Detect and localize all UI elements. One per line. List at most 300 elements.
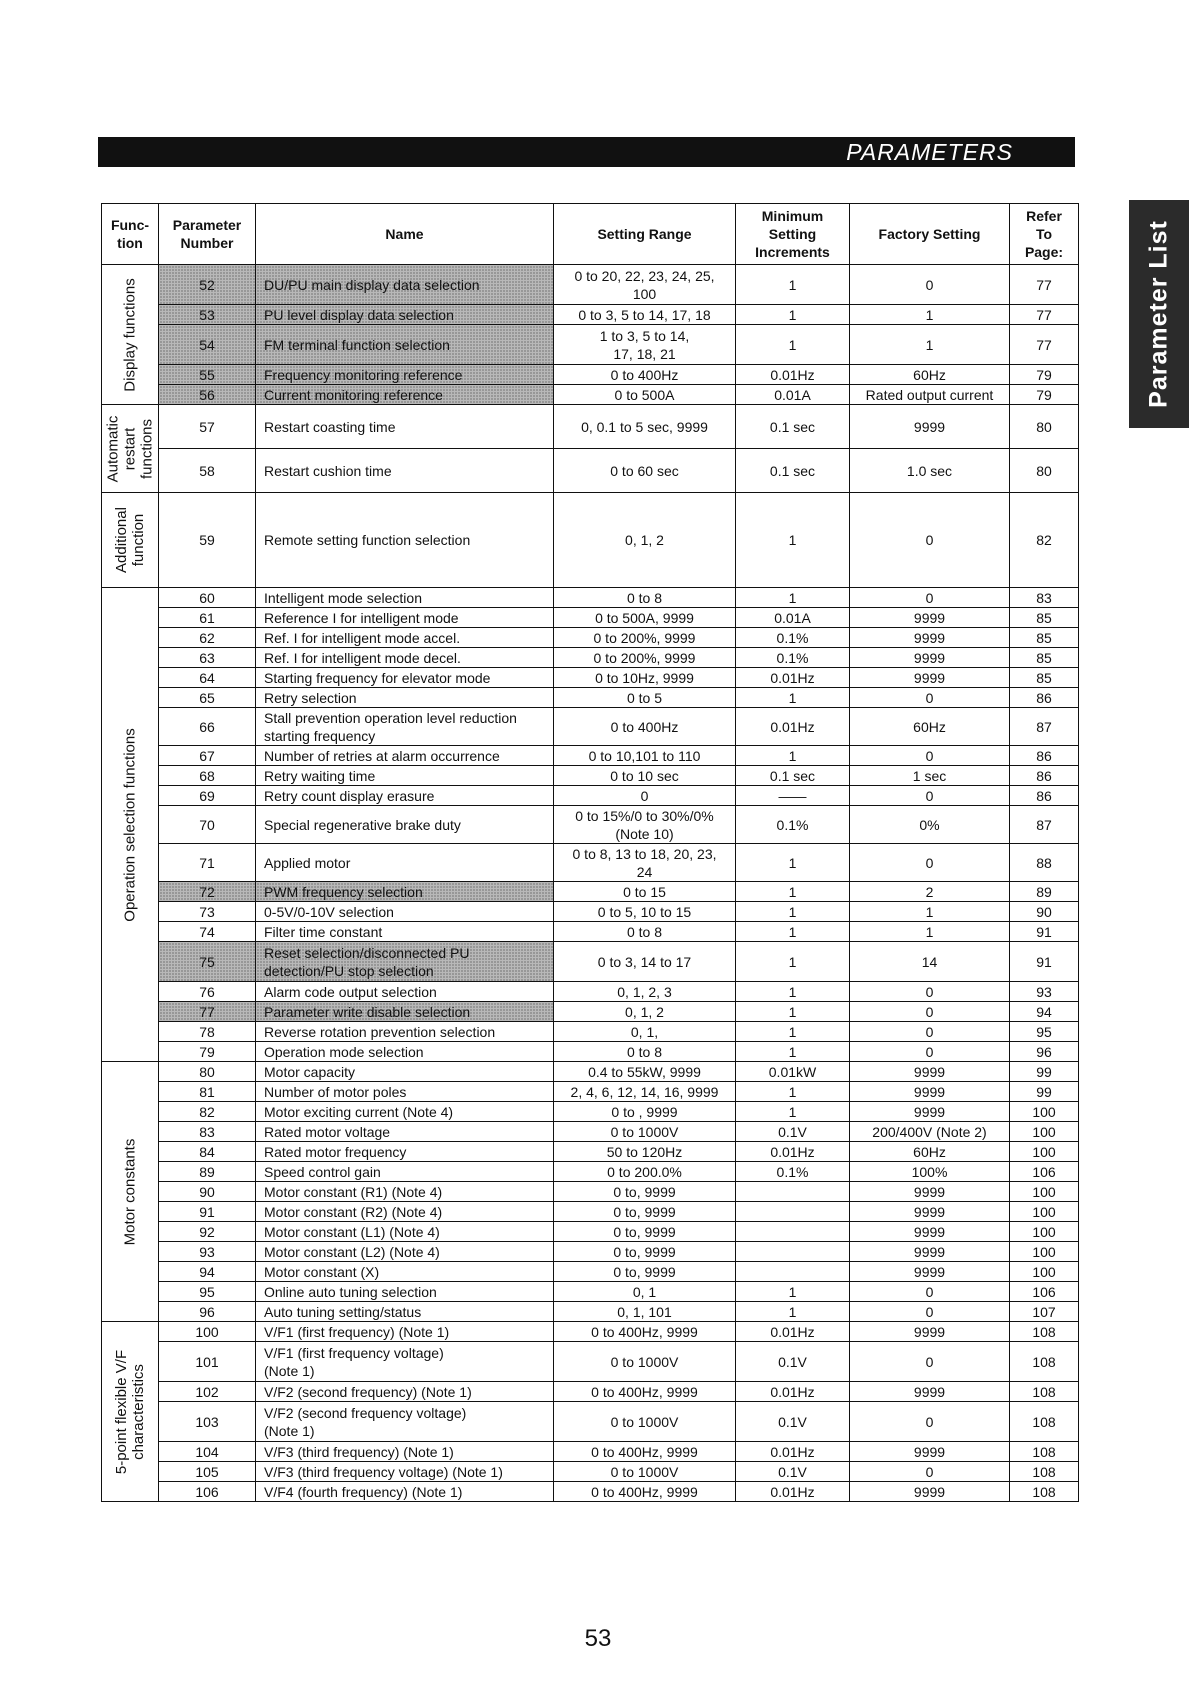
refer-page: 100 xyxy=(1010,1102,1079,1122)
refer-page: 86 xyxy=(1010,766,1079,786)
col-factory xyxy=(850,204,1010,265)
refer-page: 85 xyxy=(1010,648,1079,668)
param-row xyxy=(102,882,1079,902)
refer-page: 100 xyxy=(1010,1142,1079,1162)
factory-setting: 0 xyxy=(850,1282,1010,1302)
refer-page: 79 xyxy=(1010,365,1079,385)
param-name: Parameter write disable selection xyxy=(256,1002,554,1022)
min-increment: 1 xyxy=(736,1042,850,1062)
param-number: 64 xyxy=(159,668,256,688)
param-name: Ref. I for intelligent mode accel. xyxy=(256,628,554,648)
param-row xyxy=(102,305,1079,325)
param-row xyxy=(102,493,1079,588)
param-row xyxy=(102,1122,1079,1142)
setting-range: 0 to 60 sec xyxy=(554,449,736,493)
param-name: Motor constant (L1) (Note 4) xyxy=(256,1222,554,1242)
function-group-cell xyxy=(102,493,159,588)
refer-page: 100 xyxy=(1010,1202,1079,1222)
setting-range: 0 to 8 xyxy=(554,922,736,942)
refer-page: 100 xyxy=(1010,1122,1079,1142)
param-row xyxy=(102,1042,1079,1062)
param-name: Online auto tuning selection xyxy=(256,1282,554,1302)
param-number: 76 xyxy=(159,982,256,1002)
param-name: V/F3 (third frequency) (Note 1) xyxy=(256,1442,554,1462)
min-increment: 0.1% xyxy=(736,628,850,648)
factory-setting: 9999 xyxy=(850,1262,1010,1282)
param-number: 65 xyxy=(159,688,256,708)
param-row xyxy=(102,982,1079,1002)
param-number: 58 xyxy=(159,449,256,493)
min-increment: —— xyxy=(736,786,850,806)
param-number: 72 xyxy=(159,882,256,902)
param-number: 78 xyxy=(159,1022,256,1042)
col-name-label: Name xyxy=(385,226,424,242)
setting-range: 0 to 200%, 9999 xyxy=(554,648,736,668)
refer-page: 96 xyxy=(1010,1042,1079,1062)
param-row xyxy=(102,1102,1079,1122)
refer-page: 85 xyxy=(1010,608,1079,628)
param-row xyxy=(102,405,1079,449)
param-row xyxy=(102,1062,1079,1082)
factory-setting: 1 xyxy=(850,305,1010,325)
refer-page: 91 xyxy=(1010,942,1079,982)
factory-setting: 1.0 sec xyxy=(850,449,1010,493)
param-number: 66 xyxy=(159,708,256,746)
factory-setting: 9999 xyxy=(850,1222,1010,1242)
refer-page: 94 xyxy=(1010,1002,1079,1022)
param-name: Reference I for intelligent mode xyxy=(256,608,554,628)
refer-page: 77 xyxy=(1010,305,1079,325)
param-row xyxy=(102,1322,1079,1342)
setting-range: 0 to, 9999 xyxy=(554,1202,736,1222)
min-increment: 1 xyxy=(736,1302,850,1322)
refer-page: 108 xyxy=(1010,1382,1079,1402)
min-increment: 1 xyxy=(736,493,850,588)
refer-page: 77 xyxy=(1010,325,1079,365)
setting-range: 0 to 15%/0 to 30%/0% (Note 10) xyxy=(554,806,736,844)
min-increment: 0.1 sec xyxy=(736,405,850,449)
factory-setting: 0 xyxy=(850,746,1010,766)
factory-setting: 9999 xyxy=(850,668,1010,688)
param-number: 73 xyxy=(159,902,256,922)
factory-setting: 1 xyxy=(850,922,1010,942)
factory-setting: 100% xyxy=(850,1162,1010,1182)
factory-setting: 60Hz xyxy=(850,708,1010,746)
refer-page: 88 xyxy=(1010,844,1079,882)
param-number: 90 xyxy=(159,1182,256,1202)
col-increment-label: Minimum Setting Increments xyxy=(755,208,830,260)
factory-setting: 9999 xyxy=(850,1442,1010,1462)
setting-range: 0 to 1000V xyxy=(554,1122,736,1142)
side-tab-label: Parameter List xyxy=(1144,220,1173,408)
col-factory-label: Factory Setting xyxy=(878,226,981,242)
function-group-label: Display functions xyxy=(121,277,139,392)
setting-range: 0 to 5, 10 to 15 xyxy=(554,902,736,922)
param-number: 82 xyxy=(159,1102,256,1122)
param-number: 106 xyxy=(159,1482,256,1502)
param-number: 77 xyxy=(159,1002,256,1022)
setting-range: 0 to 3, 14 to 17 xyxy=(554,942,736,982)
param-row xyxy=(102,1342,1079,1382)
function-group-label: Additional function xyxy=(113,507,147,573)
min-increment: 1 xyxy=(736,1022,850,1042)
param-name: 0-5V/0-10V selection xyxy=(256,902,554,922)
min-increment: 1 xyxy=(736,942,850,982)
param-name: Motor constant (X) xyxy=(256,1262,554,1282)
param-name: V/F1 (first frequency voltage) (Note 1) xyxy=(256,1342,554,1382)
param-name: Motor constant (R2) (Note 4) xyxy=(256,1202,554,1222)
factory-setting: 0 xyxy=(850,1042,1010,1062)
param-row xyxy=(102,1142,1079,1162)
refer-page: 108 xyxy=(1010,1342,1079,1382)
setting-range: 0 to , 9999 xyxy=(554,1102,736,1122)
min-increment: 0.01Hz xyxy=(736,1142,850,1162)
setting-range: 0 to 1000V xyxy=(554,1402,736,1442)
param-row xyxy=(102,265,1079,305)
param-number: 57 xyxy=(159,405,256,449)
param-row xyxy=(102,786,1079,806)
min-increment: 1 xyxy=(736,1282,850,1302)
min-increment xyxy=(736,1182,850,1202)
min-increment: 1 xyxy=(736,882,850,902)
param-name: Starting frequency for elevator mode xyxy=(256,668,554,688)
min-increment: 1 xyxy=(736,844,850,882)
setting-range: 0 to 10 sec xyxy=(554,766,736,786)
setting-range: 0 to, 9999 xyxy=(554,1182,736,1202)
param-row xyxy=(102,746,1079,766)
param-row xyxy=(102,325,1079,365)
param-number: 84 xyxy=(159,1142,256,1162)
refer-page: 86 xyxy=(1010,786,1079,806)
setting-range: 0, 1, 2 xyxy=(554,1002,736,1022)
factory-setting: 9999 xyxy=(850,628,1010,648)
param-name: Remote setting function selection xyxy=(256,493,554,588)
min-increment: 1 xyxy=(736,902,850,922)
refer-page: 83 xyxy=(1010,588,1079,608)
refer-page: 108 xyxy=(1010,1322,1079,1342)
param-name: Restart coasting time xyxy=(256,405,554,449)
param-row xyxy=(102,806,1079,844)
refer-page: 108 xyxy=(1010,1442,1079,1462)
param-name: Motor constant (R1) (Note 4) xyxy=(256,1182,554,1202)
min-increment: 0.01Hz xyxy=(736,365,850,385)
param-name: Alarm code output selection xyxy=(256,982,554,1002)
factory-setting: 0 xyxy=(850,688,1010,708)
setting-range: 0 to, 9999 xyxy=(554,1262,736,1282)
refer-page: 77 xyxy=(1010,265,1079,305)
side-tab xyxy=(1129,200,1189,428)
factory-setting: 9999 xyxy=(850,608,1010,628)
param-name: Filter time constant xyxy=(256,922,554,942)
function-group-label: 5-point flexible V/F characteristics xyxy=(113,1349,147,1474)
param-name: V/F4 (fourth frequency) (Note 1) xyxy=(256,1482,554,1502)
parameter-table xyxy=(101,203,1079,1502)
param-row xyxy=(102,1302,1079,1322)
param-row xyxy=(102,1222,1079,1242)
setting-range: 0 to 400Hz, 9999 xyxy=(554,1322,736,1342)
refer-page: 100 xyxy=(1010,1182,1079,1202)
param-number: 94 xyxy=(159,1262,256,1282)
setting-range: 0 to 20, 22, 23, 24, 25, 100 xyxy=(554,265,736,305)
factory-setting: 0% xyxy=(850,806,1010,844)
param-name: Rated motor voltage xyxy=(256,1122,554,1142)
setting-range: 0 to 500A, 9999 xyxy=(554,608,736,628)
refer-page: 86 xyxy=(1010,746,1079,766)
factory-setting: 0 xyxy=(850,1402,1010,1442)
refer-page: 108 xyxy=(1010,1482,1079,1502)
setting-range: 0 to 1000V xyxy=(554,1342,736,1382)
param-row xyxy=(102,385,1079,405)
param-row xyxy=(102,1242,1079,1262)
min-increment: 1 xyxy=(736,1082,850,1102)
factory-setting: 9999 xyxy=(850,1202,1010,1222)
factory-setting: 2 xyxy=(850,882,1010,902)
refer-page: 91 xyxy=(1010,922,1079,942)
setting-range: 0 to 400Hz, 9999 xyxy=(554,1482,736,1502)
factory-setting: 0 xyxy=(850,1302,1010,1322)
refer-page: 85 xyxy=(1010,668,1079,688)
param-name: Motor capacity xyxy=(256,1062,554,1082)
param-row xyxy=(102,1002,1079,1022)
min-increment xyxy=(736,1262,850,1282)
param-name: V/F2 (second frequency voltage) (Note 1) xyxy=(256,1402,554,1442)
factory-setting: 1 sec xyxy=(850,766,1010,786)
min-increment: 1 xyxy=(736,325,850,365)
min-increment: 0.1V xyxy=(736,1342,850,1382)
min-increment: 1 xyxy=(736,1002,850,1022)
col-name xyxy=(256,204,554,265)
min-increment: 0.1V xyxy=(736,1462,850,1482)
refer-page: 100 xyxy=(1010,1242,1079,1262)
setting-range: 0 to 8 xyxy=(554,588,736,608)
param-number: 91 xyxy=(159,1202,256,1222)
setting-range: 0, 1, xyxy=(554,1022,736,1042)
param-name: PU level display data selection xyxy=(256,305,554,325)
min-increment: 0.01Hz xyxy=(736,1482,850,1502)
param-name: V/F2 (second frequency) (Note 1) xyxy=(256,1382,554,1402)
setting-range: 0 to 3, 5 to 14, 17, 18 xyxy=(554,305,736,325)
refer-page: 107 xyxy=(1010,1302,1079,1322)
min-increment: 0.01kW xyxy=(736,1062,850,1082)
setting-range: 0 to 1000V xyxy=(554,1462,736,1482)
factory-setting: 200/400V (Note 2) xyxy=(850,1122,1010,1142)
col-increment xyxy=(736,204,850,265)
refer-page: 106 xyxy=(1010,1162,1079,1182)
param-name: Current monitoring reference xyxy=(256,385,554,405)
param-name: Number of retries at alarm occurrence xyxy=(256,746,554,766)
param-row xyxy=(102,708,1079,746)
param-name: Rated motor frequency xyxy=(256,1142,554,1162)
min-increment: 0.1% xyxy=(736,1162,850,1182)
param-name: Applied motor xyxy=(256,844,554,882)
setting-range: 0 to 200%, 9999 xyxy=(554,628,736,648)
param-number: 96 xyxy=(159,1302,256,1322)
refer-page: 89 xyxy=(1010,882,1079,902)
param-number: 103 xyxy=(159,1402,256,1442)
function-group-label: Motor constants xyxy=(121,1138,139,1245)
setting-range: 0, 1, 2, 3 xyxy=(554,982,736,1002)
setting-range: 0 to 400Hz, 9999 xyxy=(554,1442,736,1462)
min-increment: 1 xyxy=(736,746,850,766)
param-number: 81 xyxy=(159,1082,256,1102)
param-row xyxy=(102,766,1079,786)
setting-range: 0 to 8 xyxy=(554,1042,736,1062)
factory-setting: 9999 xyxy=(850,1182,1010,1202)
refer-page: 95 xyxy=(1010,1022,1079,1042)
function-group-label: Operation selection functions xyxy=(121,727,139,922)
factory-setting: 0 xyxy=(850,1342,1010,1382)
refer-page: 93 xyxy=(1010,982,1079,1002)
param-number: 83 xyxy=(159,1122,256,1142)
refer-page: 86 xyxy=(1010,688,1079,708)
param-name: Retry count display erasure xyxy=(256,786,554,806)
col-number-label: Parameter Number xyxy=(172,217,242,251)
factory-setting: 9999 xyxy=(850,405,1010,449)
param-name: Stall prevention operation level reduction starting frequency xyxy=(256,708,554,746)
setting-range: 0 to 8, 13 to 18, 20, 23, 24 xyxy=(554,844,736,882)
param-number: 75 xyxy=(159,942,256,982)
refer-page: 80 xyxy=(1010,405,1079,449)
function-group-cell xyxy=(102,265,159,405)
param-row xyxy=(102,844,1079,882)
factory-setting: 9999 xyxy=(850,1062,1010,1082)
min-increment: 0.01Hz xyxy=(736,1442,850,1462)
min-increment: 0.1V xyxy=(736,1122,850,1142)
param-row xyxy=(102,942,1079,982)
factory-setting: 0 xyxy=(850,1002,1010,1022)
factory-setting: 0 xyxy=(850,265,1010,305)
param-number: 63 xyxy=(159,648,256,668)
setting-range: 0 to, 9999 xyxy=(554,1222,736,1242)
refer-page: 90 xyxy=(1010,902,1079,922)
refer-page: 108 xyxy=(1010,1402,1079,1442)
min-increment: 0.01A xyxy=(736,608,850,628)
factory-setting: 0 xyxy=(850,844,1010,882)
setting-range: 0 to 200.0% xyxy=(554,1162,736,1182)
param-number: 60 xyxy=(159,588,256,608)
function-group-cell xyxy=(102,588,159,1062)
param-row xyxy=(102,1462,1079,1482)
header-bar xyxy=(98,137,1075,167)
factory-setting: 0 xyxy=(850,1022,1010,1042)
param-number: 68 xyxy=(159,766,256,786)
factory-setting: 0 xyxy=(850,1462,1010,1482)
col-function-label: Func- tion xyxy=(110,217,150,251)
refer-page: 82 xyxy=(1010,493,1079,588)
min-increment xyxy=(736,1242,850,1262)
min-increment: 1 xyxy=(736,922,850,942)
param-row xyxy=(102,1482,1079,1502)
param-row xyxy=(102,1162,1079,1182)
param-number: 70 xyxy=(159,806,256,844)
factory-setting: 1 xyxy=(850,902,1010,922)
param-number: 55 xyxy=(159,365,256,385)
setting-range: 0 to 10,101 to 110 xyxy=(554,746,736,766)
setting-range: 0 to 15 xyxy=(554,882,736,902)
min-increment: 0.1 sec xyxy=(736,766,850,786)
param-row xyxy=(102,1022,1079,1042)
param-number: 69 xyxy=(159,786,256,806)
factory-setting: 9999 xyxy=(850,1242,1010,1262)
param-number: 89 xyxy=(159,1162,256,1182)
refer-page: 108 xyxy=(1010,1462,1079,1482)
refer-page: 99 xyxy=(1010,1082,1079,1102)
param-row xyxy=(102,1182,1079,1202)
setting-range: 0 to 400Hz, 9999 xyxy=(554,1382,736,1402)
param-name: Retry waiting time xyxy=(256,766,554,786)
param-number: 105 xyxy=(159,1462,256,1482)
factory-setting: 9999 xyxy=(850,1382,1010,1402)
param-number: 101 xyxy=(159,1342,256,1382)
function-group-cell xyxy=(102,1062,159,1322)
param-number: 95 xyxy=(159,1282,256,1302)
param-number: 93 xyxy=(159,1242,256,1262)
param-name: Speed control gain xyxy=(256,1162,554,1182)
refer-page: 87 xyxy=(1010,806,1079,844)
col-refer-label: Refer To Page: xyxy=(1024,208,1064,260)
param-name: Auto tuning setting/status xyxy=(256,1302,554,1322)
refer-page: 106 xyxy=(1010,1282,1079,1302)
param-number: 79 xyxy=(159,1042,256,1062)
param-number: 100 xyxy=(159,1322,256,1342)
setting-range: 0 to, 9999 xyxy=(554,1242,736,1262)
parameter-rows xyxy=(102,265,1079,1502)
param-number: 59 xyxy=(159,493,256,588)
param-row xyxy=(102,648,1079,668)
factory-setting: 60Hz xyxy=(850,1142,1010,1162)
param-number: 104 xyxy=(159,1442,256,1462)
min-increment: 0.1% xyxy=(736,806,850,844)
factory-setting: 9999 xyxy=(850,648,1010,668)
param-row xyxy=(102,1382,1079,1402)
setting-range: 0, 0.1 to 5 sec, 9999 xyxy=(554,405,736,449)
col-function xyxy=(102,204,159,265)
setting-range: 0 to 400Hz xyxy=(554,365,736,385)
param-name: Operation mode selection xyxy=(256,1042,554,1062)
param-name: V/F3 (third frequency voltage) (Note 1) xyxy=(256,1462,554,1482)
param-name: Restart cushion time xyxy=(256,449,554,493)
col-number xyxy=(159,204,256,265)
param-row xyxy=(102,902,1079,922)
min-increment: 0.01Hz xyxy=(736,1382,850,1402)
refer-page: 100 xyxy=(1010,1262,1079,1282)
param-row xyxy=(102,608,1079,628)
param-row xyxy=(102,1442,1079,1462)
refer-page: 85 xyxy=(1010,628,1079,648)
min-increment: 1 xyxy=(736,1102,850,1122)
param-number: 67 xyxy=(159,746,256,766)
factory-setting: 9999 xyxy=(850,1322,1010,1342)
col-range-label: Setting Range xyxy=(597,226,692,242)
param-row xyxy=(102,922,1079,942)
refer-page: 80 xyxy=(1010,449,1079,493)
param-row xyxy=(102,1082,1079,1102)
param-row xyxy=(102,588,1079,608)
param-name: Intelligent mode selection xyxy=(256,588,554,608)
param-row xyxy=(102,628,1079,648)
min-increment: 0.01Hz xyxy=(736,668,850,688)
param-name: Reset selection/disconnected PU detection/PU stop selection xyxy=(256,942,554,982)
param-row xyxy=(102,1402,1079,1442)
factory-setting: 9999 xyxy=(850,1082,1010,1102)
min-increment: 0.1V xyxy=(736,1402,850,1442)
function-group-cell xyxy=(102,1322,159,1502)
col-refer xyxy=(1010,204,1079,265)
function-group-label: Automatic restart functions xyxy=(104,415,156,482)
setting-range: 0, 1 xyxy=(554,1282,736,1302)
factory-setting: 0 xyxy=(850,588,1010,608)
param-name: Special regenerative brake duty xyxy=(256,806,554,844)
